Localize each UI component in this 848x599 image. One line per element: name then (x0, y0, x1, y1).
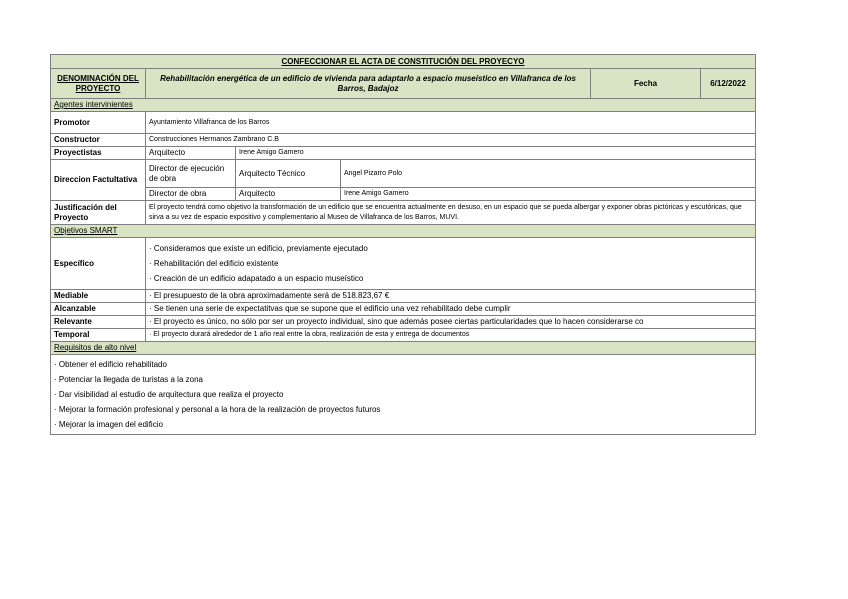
proyectistas-name: Irene Amigo Gamero (236, 147, 756, 160)
requisito-item: · Obtener el edificio rehabilitado (54, 360, 167, 369)
especifico-item: · Creación de un edificio adapatado a un espacio museístico (149, 274, 364, 283)
especifico-label: Específico (51, 238, 146, 290)
dir-obra-role: Arquitecto (236, 188, 341, 201)
requisitos-list (51, 355, 756, 435)
alcanzable-label: Alcanzable (51, 303, 146, 316)
justificacion-value: El proyecto tendrá como objetivo la transformación de un edificio que se encuentra actualmente en desuso, en un espacio que se pueda albergar y exponer obras pictóricas y escutóricas, que sirva a su vez de espacio expositivo y complementario al Museo de Villafranca de los Barros, MUVI. (146, 201, 756, 225)
requisito-item: · Mejorar la imagen del edificio (54, 420, 163, 429)
dir-ejecucion-name: Angel Pizarro Polo (341, 160, 756, 188)
dir-ejecucion-label: Director de ejecución de obra (146, 160, 236, 188)
temporal-label: Temporal (51, 329, 146, 342)
especifico-list (146, 238, 756, 290)
promotor-value: Ayuntamiento Villafranca de los Barros (146, 112, 756, 134)
proyectistas-label: Proyectistas (51, 147, 146, 160)
constructor-label: Constructor (51, 134, 146, 147)
constructor-value: Construcciones Hermanos Zambrano C.B (146, 134, 756, 147)
agentes-header: Agentes intervinientes (51, 99, 756, 112)
proyectistas-role: Arquitecto (146, 147, 236, 160)
fecha-label: Fecha (591, 69, 701, 99)
medible-label: Mediable (51, 290, 146, 303)
requisito-item: · Potenciar la llegada de turistas a la zona (54, 375, 203, 384)
requisito-item: · Mejorar la formación profesional y personal a la hora de la realización de proyectos futuros (54, 405, 381, 414)
relevante-label: Relevante (51, 316, 146, 329)
direccion-label: Direccion Factultativa (51, 160, 146, 201)
dir-obra-name: Irene Amigo Gamero (341, 188, 756, 201)
acta-table (50, 54, 756, 435)
especifico-item: · Rehabilitación del edificio existente (149, 259, 279, 268)
fecha-value: 6/12/2022 (701, 69, 756, 99)
dir-obra-label: Director de obra (146, 188, 236, 201)
relevante-value: · El proyecto es único, no sólo por ser un proyecto individual, sino que además posee ciertas particularidades que lo hacen considerarse co (146, 316, 756, 329)
alcanzable-value: · Se tienen una serie de expectatitvas que se supone que el edificio una vez rehabilitado debe cumplir (146, 303, 756, 316)
temporal-value: · El proyecto durará alrededor de 1 año real entre la obra, realización de esta y entrega de documentos (146, 329, 756, 342)
requisitos-header: Requisitos de alto nivel (51, 342, 756, 355)
dir-ejecucion-role: Arquitecto Técnico (236, 160, 341, 188)
promotor-label: Promotor (51, 112, 146, 134)
requisito-item: · Dar visibilidad al estudio de arquitectura que realiza el proyecto (54, 390, 284, 399)
justificacion-label: Justificación del Proyecto (51, 201, 146, 225)
denominacion-value: Rehabilitación energética de un edificio de vivienda para adaptarlo a espacio museístico en Villafranca de los Barros, Badajoz (146, 69, 591, 99)
smart-header: Objetivos SMART (51, 225, 756, 238)
denominacion-label: DENOMINACIÓN DEL PROYECTO (51, 69, 146, 99)
sheet-title: CONFECCIONAR EL ACTA DE CONSTITUCIÓN DEL PROYECYO (51, 55, 756, 69)
medible-value: · El presupuesto de la obra aproximadamente será de 518.823,67 € (146, 290, 756, 303)
especifico-item: · Consideramos que existe un edificio, previamente ejecutado (149, 244, 368, 253)
